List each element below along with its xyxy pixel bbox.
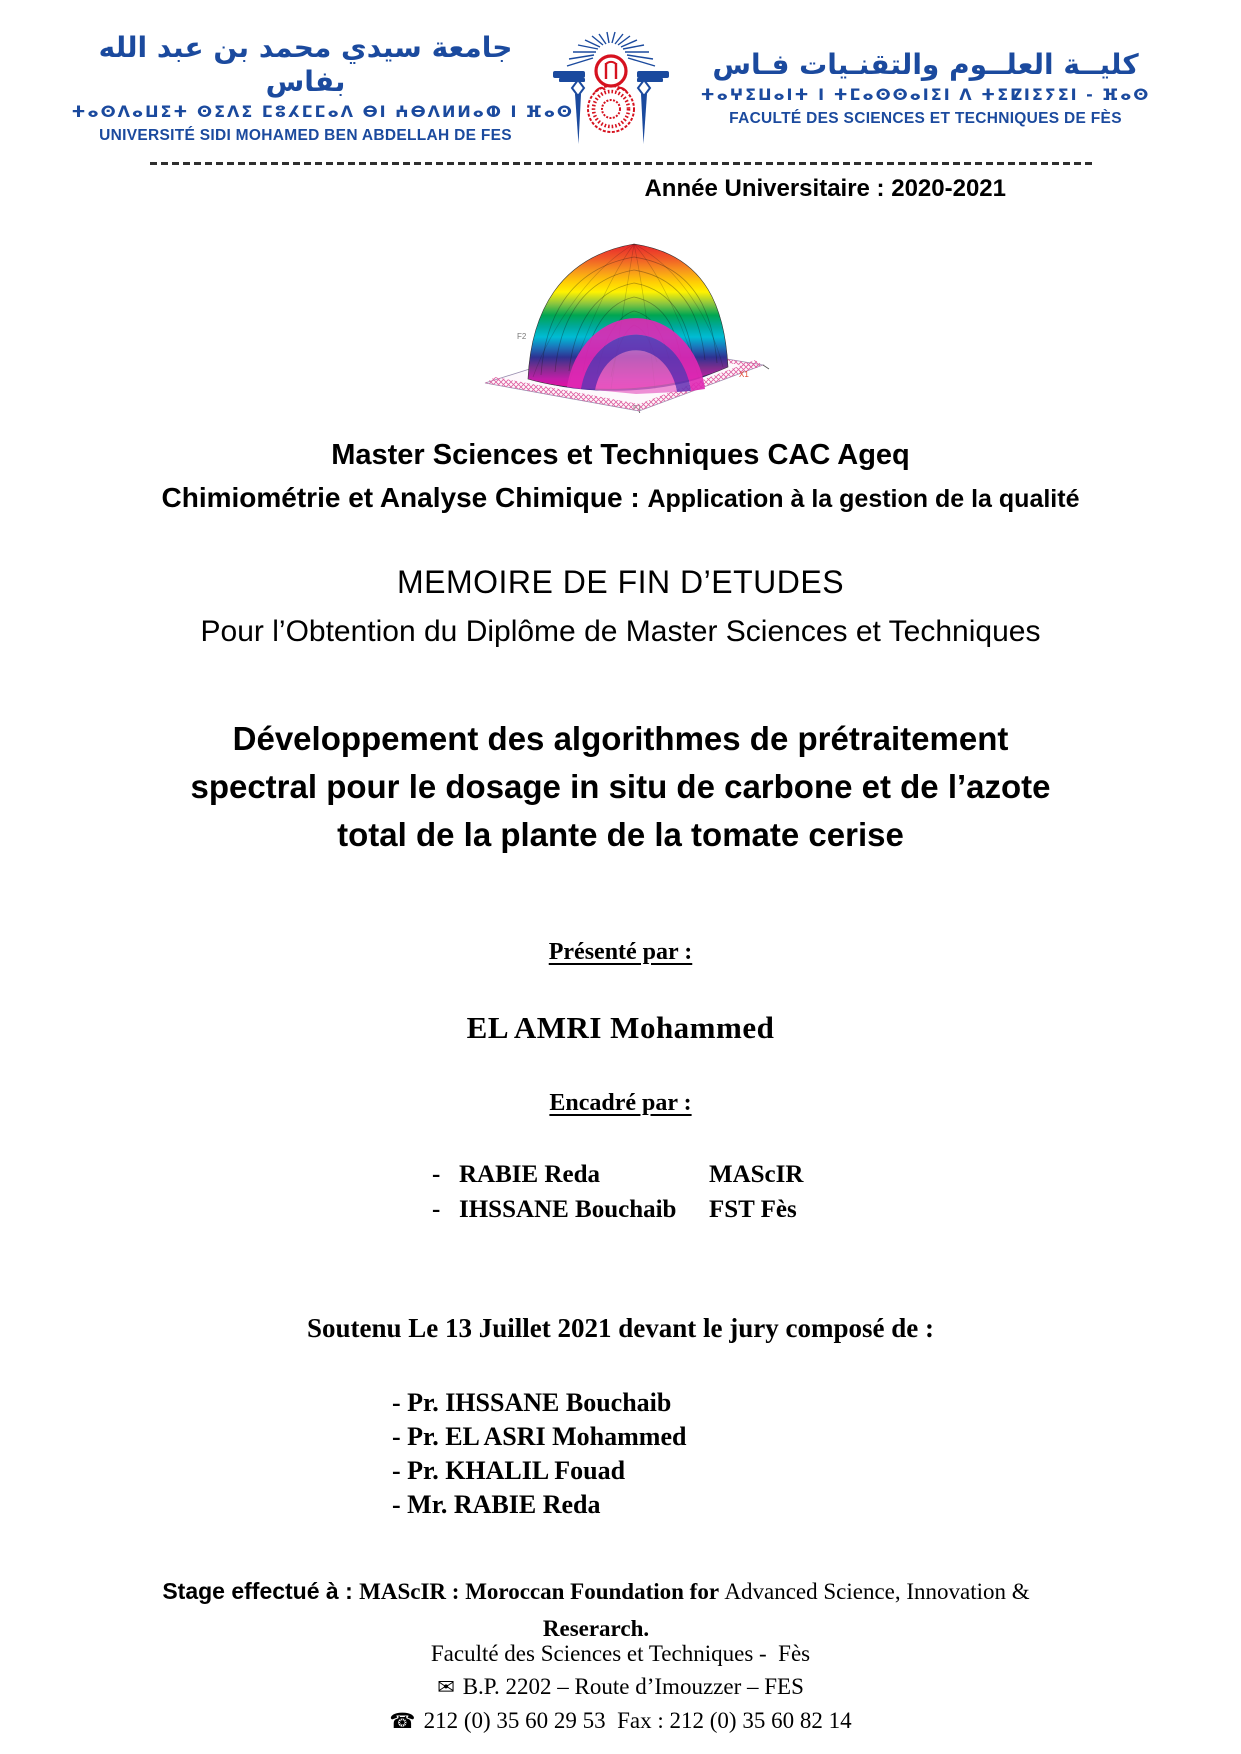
defense-statement: Soutenu Le 13 Juillet 2021 devant le jury composé de : xyxy=(307,1313,934,1343)
surface-plot-figure xyxy=(0,217,1241,413)
faculty-name-arabic: كليــة العلــوم والتقنـيات فـاس xyxy=(712,48,1139,81)
jury-member: - Pr. EL ASRI Mohammed xyxy=(392,1422,687,1451)
jury-member: - Mr. RABIE Reda xyxy=(392,1490,601,1519)
jury-list xyxy=(392,1386,1241,1522)
internship-description-bold: Moroccan Foundation for xyxy=(465,1579,725,1604)
university-logo xyxy=(544,26,678,152)
thesis-title-line-1: Développement des algorithmes de prétraitement xyxy=(232,720,1009,757)
jury-member: - Pr. KHALIL Fouad xyxy=(392,1456,626,1485)
footer-address-line xyxy=(0,1670,1241,1704)
supervisor-row xyxy=(432,1157,862,1192)
footer-phone: 212 (0) 35 60 29 53 Fax : 212 (0) 35 60 82 14 xyxy=(423,1708,852,1733)
university-emblem-icon xyxy=(545,26,677,152)
supervisor-name: IHSSANE Bouchaib xyxy=(459,1196,677,1223)
header-divider xyxy=(150,162,1092,165)
axis-label-x1: X1 xyxy=(738,370,749,379)
list-dash: - xyxy=(432,1196,441,1223)
academic-year: Année Universitaire : 2020-2021 xyxy=(644,175,1006,202)
program-subtitle-rest: Application à la gestion de la qualité xyxy=(647,485,1080,513)
supervisor-row xyxy=(432,1192,862,1227)
footer-address: B.P. 2202 – Route d’Imouzzer – FES xyxy=(462,1674,804,1699)
university-header xyxy=(0,0,1241,152)
memoire-subheading: Pour l’Obtention du Diplôme de Master Sciences et Techniques xyxy=(200,615,1041,648)
faculty-footer xyxy=(0,1637,1241,1738)
mail-icon: ✉ xyxy=(437,1675,455,1699)
list-dash: - xyxy=(432,1161,441,1188)
program-subtitle xyxy=(0,482,1241,514)
footer-phone-line xyxy=(0,1704,1241,1738)
program-subtitle-strong: Chimiométrie et Analyse Chimique : xyxy=(161,482,648,513)
internship-label: Stage effectué à : xyxy=(162,1578,360,1604)
faculty-name-french: FACULTÉ DES SCIENCES ET TECHNIQUES DE FÈS xyxy=(729,110,1122,127)
university-name-tifinagh: ⵜⴰⵙⴷⴰⵡⵉⵜ ⵙⵉⴷⵉ ⵎⵓⵃⵎⵎⴰⴷ ⴱⵏ ⵄⴱⴷⵍⵍⴰⵀ ⵏ ⴼⴰⵙ xyxy=(71,102,574,121)
presented-by-heading: Présenté par : xyxy=(548,939,693,965)
memoire-heading: MEMOIRE DE FIN D’ETUDES xyxy=(396,564,845,600)
faculty-name-block xyxy=(682,48,1170,130)
supervisors-list xyxy=(432,1157,862,1227)
program-title: Master Sciences et Techniques CAC Ageq xyxy=(331,439,910,471)
university-name-block xyxy=(71,31,574,147)
supervisor-organization: MAScIR xyxy=(709,1161,804,1188)
faculty-name-tifinagh: ⵜⴰⵖⵉⵡⴰⵏⵜ ⵏ ⵜⵎⴰⵙⵙⴰⵏⵉⵏ ⴷ ⵜⵉⵇⵏⵉⵢⵉⵏ - ⴼⴰⵙ xyxy=(700,85,1151,104)
internship-organization: MAScIR : xyxy=(359,1579,466,1604)
author-name: EL AMRI Mohammed xyxy=(466,1010,775,1045)
internship-description-line2: Reserarch. xyxy=(542,1616,650,1641)
jury-member: - Pr. IHSSANE Bouchaib xyxy=(392,1388,672,1417)
supervised-by-heading: Encadré par : xyxy=(549,1090,692,1116)
axis-label-f2: F2 xyxy=(516,332,526,341)
thesis-title xyxy=(0,715,1241,859)
phone-icon: ☎ xyxy=(389,1709,416,1733)
supervisor-organization: FST Fès xyxy=(709,1196,797,1223)
axis-label-f1: F1 xyxy=(632,405,641,412)
thesis-title-line-3: total de la plante de la tomate cerise xyxy=(337,816,904,853)
university-name-french: UNIVERSITÉ SIDI MOHAMED BEN ABDELLAH DE FES xyxy=(99,127,512,144)
response-surface-3d-plot xyxy=(471,217,771,413)
thesis-title-line-2: spectral pour le dosage in situ de carbone et de l’azote xyxy=(190,768,1051,805)
supervisor-name: RABIE Reda xyxy=(459,1161,600,1188)
internship-description: Advanced Science, Innovation & xyxy=(724,1579,1030,1604)
university-name-arabic: جامعة سيدي محمد بن عبد الله بفاس xyxy=(98,31,513,98)
footer-faculty-name: Faculté des Sciences et Techniques - Fès xyxy=(430,1641,811,1666)
